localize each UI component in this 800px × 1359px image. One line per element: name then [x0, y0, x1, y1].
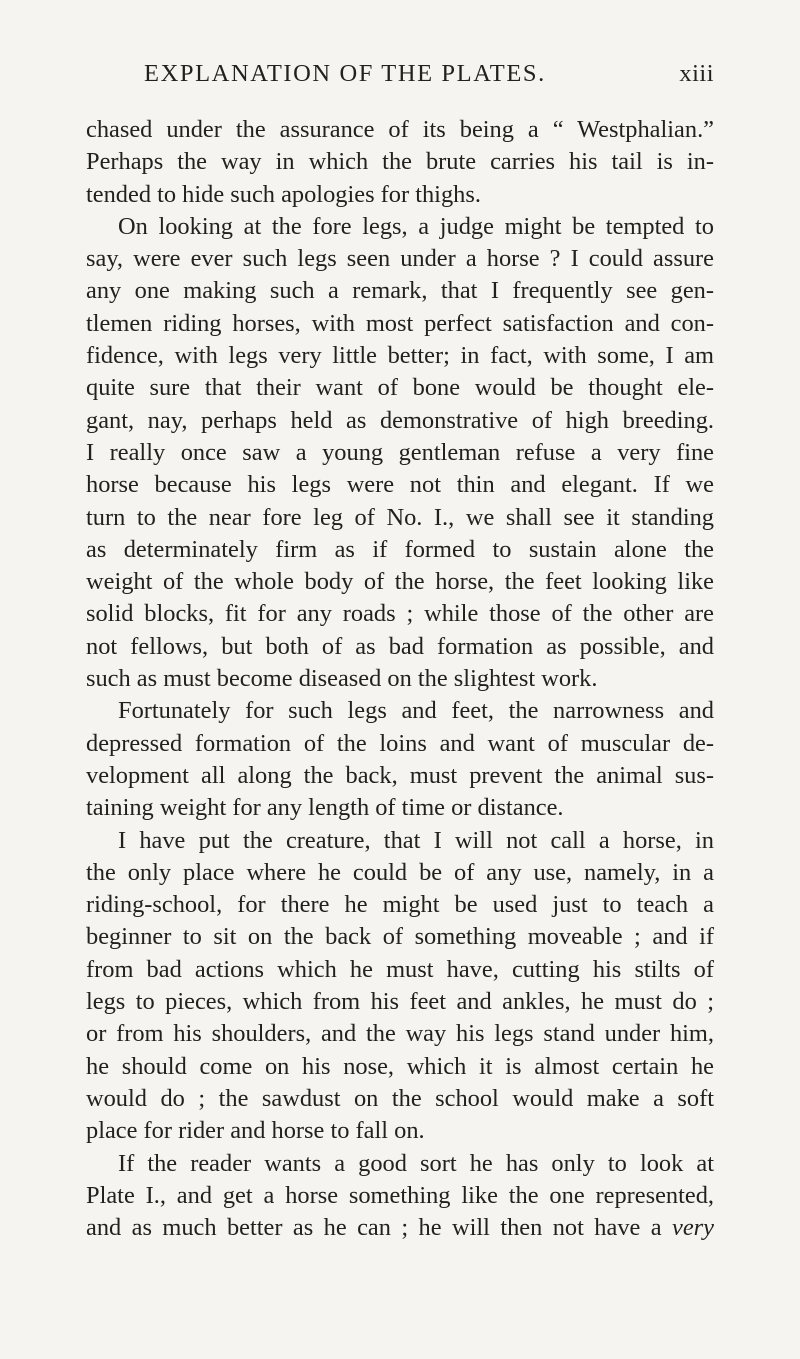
text-line: not fellows, but both of as bad formation as possible, and	[86, 632, 714, 660]
text-line: as determinately firm as if formed to sustain alone the	[86, 535, 714, 563]
text-line: chased under the assurance of its being a “ Westphalian.”	[86, 116, 714, 143]
italic-word: very	[672, 1214, 714, 1242]
text-line: velopment all along the back, must prevent the animal sus-	[86, 761, 714, 789]
text-line: such as must become diseased on the slightest work.	[86, 665, 598, 693]
text-line: turn to the near fore leg of No. I., we shall see it standing	[86, 503, 714, 531]
text-line: any one making such a remark, that I frequently see gen-	[86, 277, 714, 305]
text-line: gant, nay, perhaps held as demonstrative of high breeding.	[86, 406, 714, 434]
text-line: I really once saw a young gentleman refuse a very fine	[86, 438, 714, 466]
text-line: taining weight for any length of time or distance.	[86, 794, 564, 822]
text-line: he should come on his nose, which it is almost certain he	[86, 1052, 714, 1080]
text-line: tended to hide such apologies for thighs.	[86, 180, 481, 208]
text-line: Plate I., and get a horse something like the one represented,	[86, 1181, 714, 1209]
body-text	[86, 114, 714, 1244]
text-line: fidence, with legs very little better; in fact, with some, I am	[86, 342, 714, 370]
text-line: from bad actions which he must have, cutting his stilts of	[86, 955, 714, 983]
text-line: horse because his legs were not thin and elegant. If we	[86, 471, 714, 499]
text-line: If the reader wants a good sort he has only to look at	[118, 1149, 714, 1177]
text-line: beginner to sit on the back of something moveable ; and if	[86, 923, 714, 951]
page-header	[144, 60, 714, 94]
final-line-text: and as much better as he can ; he will then not have a	[86, 1214, 662, 1242]
text-line: legs to pieces, which from his feet and ankles, he must do ;	[86, 988, 714, 1016]
page-number: xiii	[679, 60, 714, 87]
text-line: I have put the creature, that I will not call a horse, in	[118, 826, 714, 854]
text-line: the only place where he could be of any use, namely, in a	[86, 858, 714, 886]
text-line: riding-school, for there he might be used just to teach a	[86, 891, 714, 919]
text-line: solid blocks, fit for any roads ; while those of the other are	[86, 600, 714, 628]
text-line: say, were ever such legs seen under a horse ? I could assure	[86, 245, 714, 273]
running-title: EXPLANATION OF THE PLATES.	[144, 60, 546, 87]
text-line: depressed formation of the loins and want of muscular de-	[86, 729, 714, 757]
text-line: Fortunately for such legs and feet, the narrowness and	[118, 697, 714, 725]
text-line: weight of the whole body of the horse, the feet looking like	[86, 568, 714, 596]
text-line: tlemen riding horses, with most perfect satisfaction and con-	[86, 309, 714, 337]
text-line: or from his shoulders, and the way his legs stand under him,	[86, 1020, 714, 1048]
text-line: would do ; the sawdust on the school would make a soft	[86, 1084, 714, 1112]
text-line: place for rider and horse to fall on.	[86, 1117, 425, 1145]
text-line: On looking at the fore legs, a judge might be tempted to	[118, 212, 714, 240]
text-line: Perhaps the way in which the brute carries his tail is in-	[86, 148, 714, 176]
text-line-final	[86, 1212, 714, 1244]
text-line: quite sure that their want of bone would be thought ele-	[86, 374, 714, 402]
